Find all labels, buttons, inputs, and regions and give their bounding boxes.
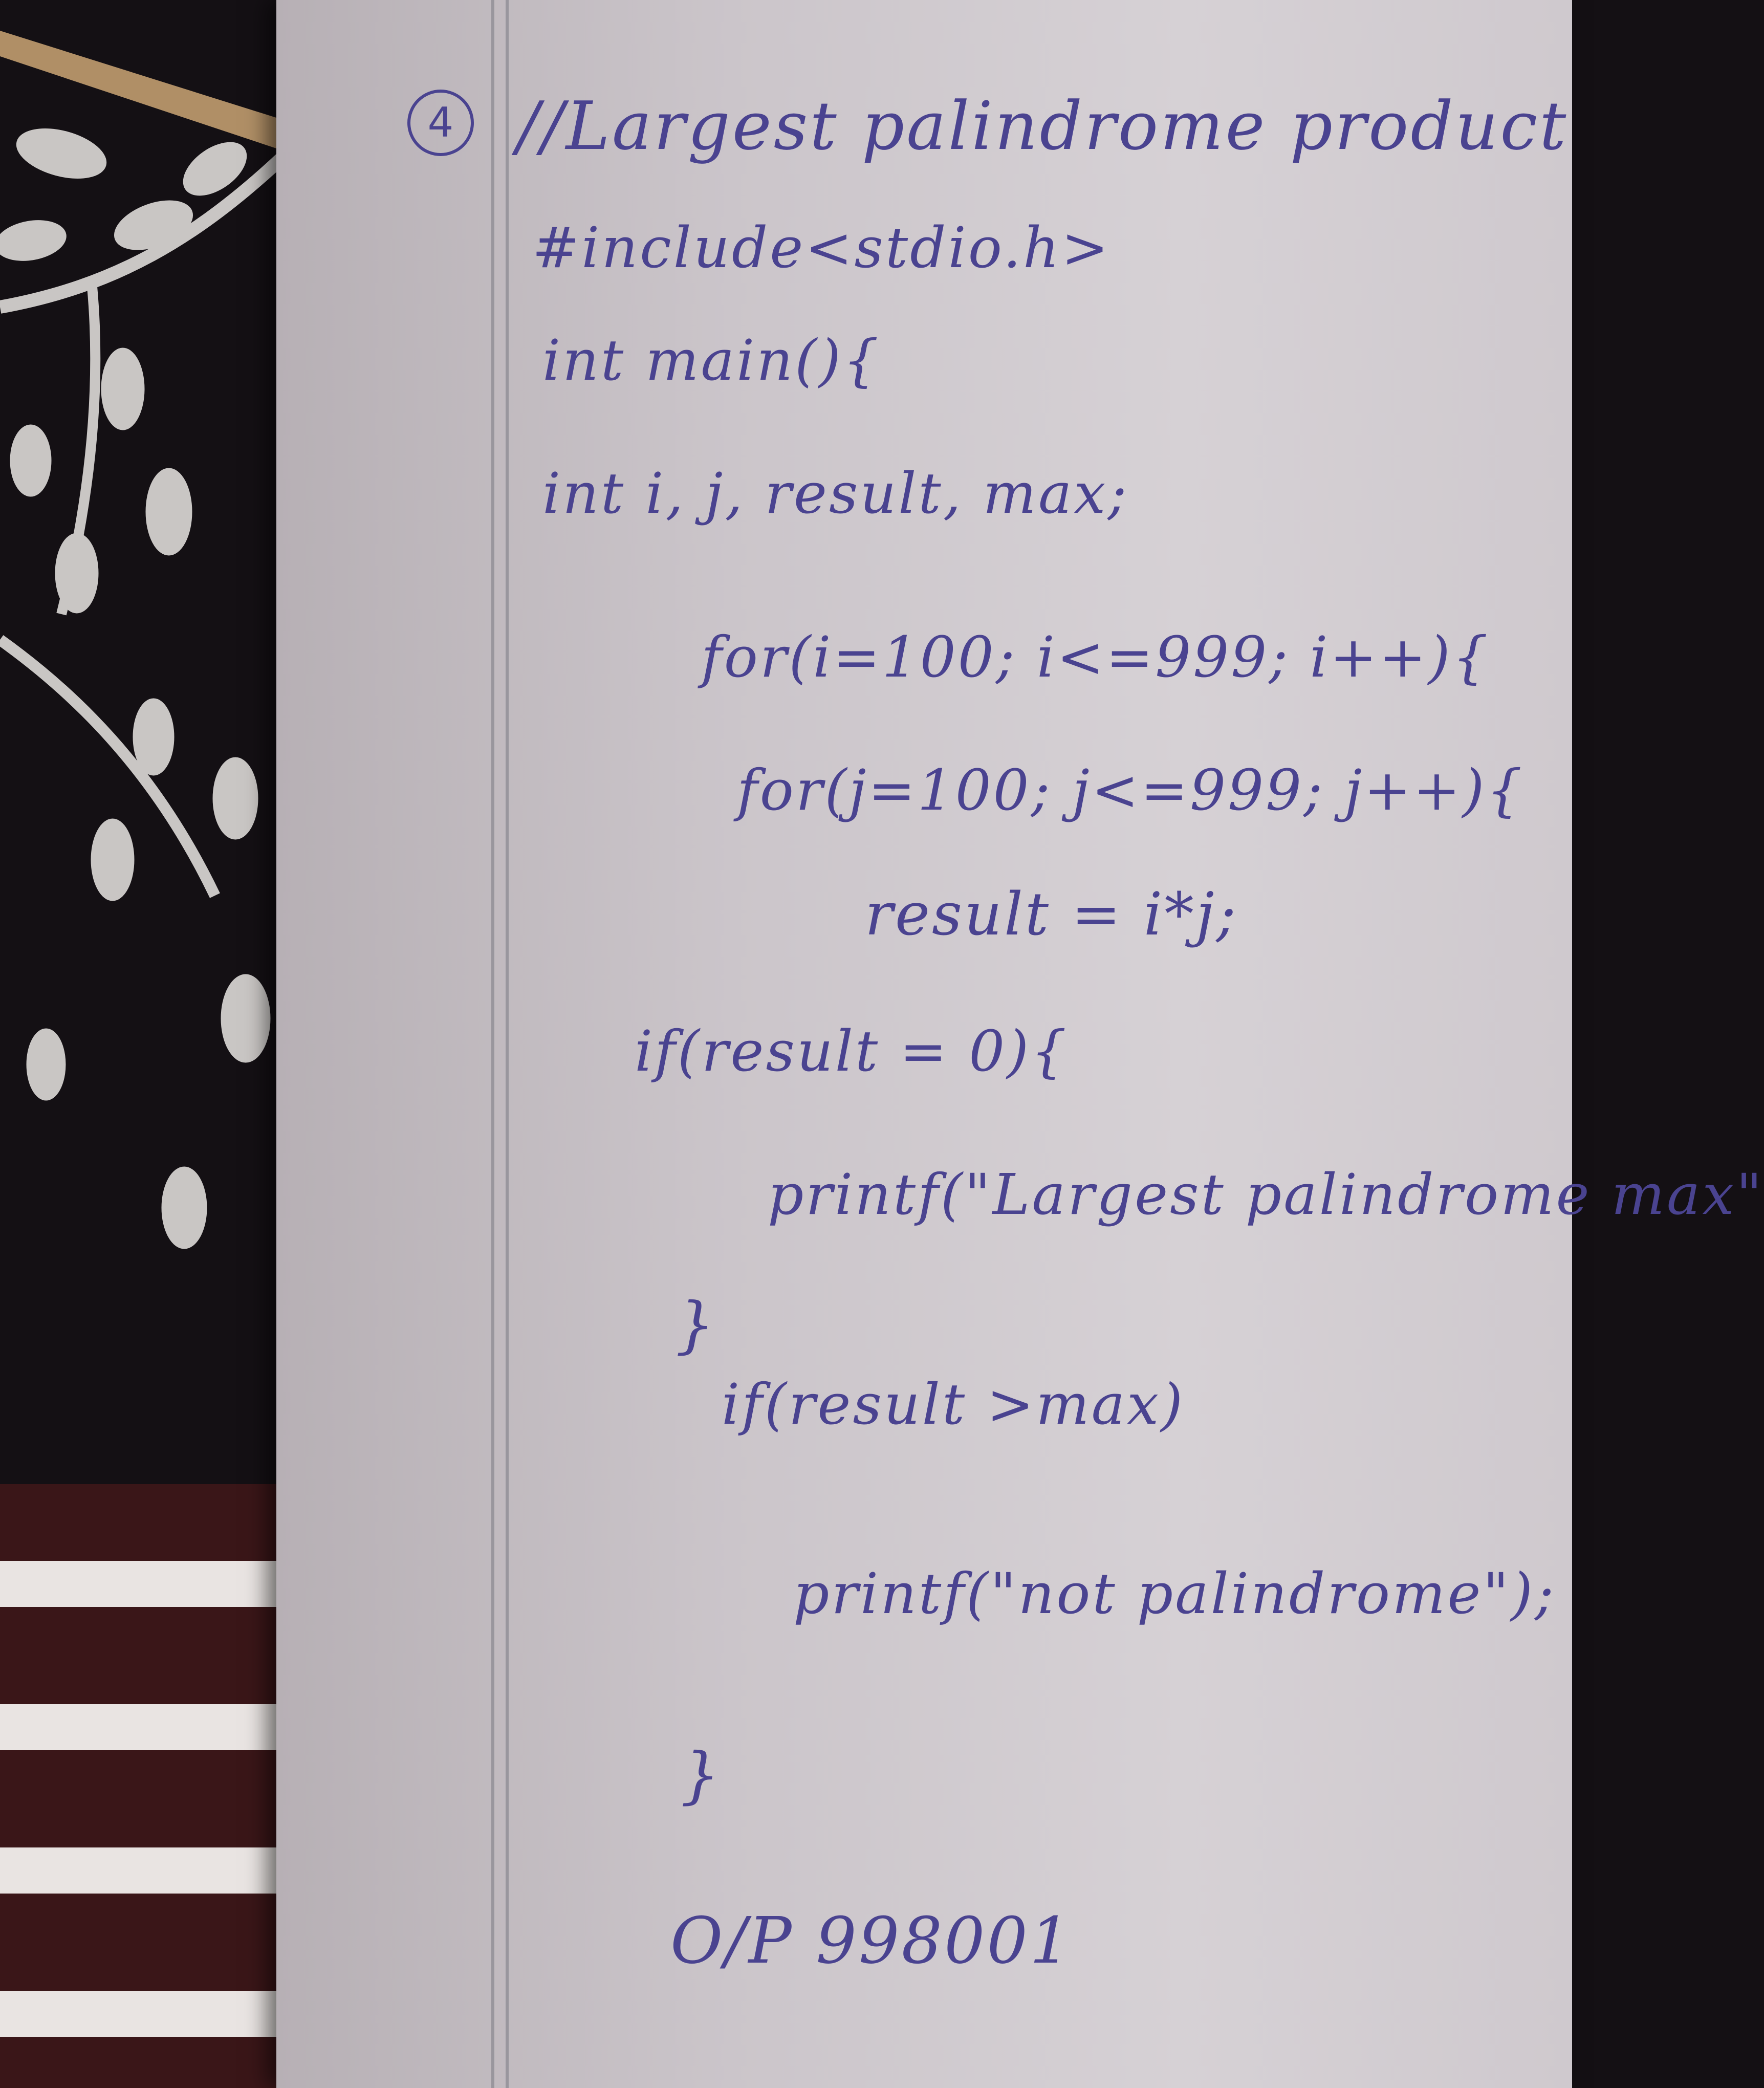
line-close-brace-2: } [681, 1740, 722, 1811]
line-main: int main(){ [542, 328, 881, 393]
line-printf-largest: printf("Largest palindrome max" [768, 1162, 1764, 1227]
line-printf-not: printf("not palindrome"); [793, 1561, 1556, 1626]
line-comment-title: //Largest palindrome product [517, 87, 1569, 165]
question-number-circle: 4 [407, 90, 474, 156]
notebook-page [276, 0, 1764, 2088]
line-declaration: int i, j, result, max; [542, 461, 1129, 526]
line-inner-for: for(j=100; j<=999; j++){ [737, 757, 1525, 823]
line-if-zero: if(result = 0){ [635, 1018, 1069, 1084]
line-result-assign: result = i*j; [865, 880, 1238, 949]
line-output: O/P 998001 [670, 1904, 1073, 1978]
line-outer-for: for(i=100; i<=999; i++){ [701, 624, 1490, 690]
line-close-brace: } [676, 1290, 717, 1361]
line-include: #include<stdio.h> [532, 215, 1111, 280]
margin-line [506, 0, 509, 2088]
line-if-max: if(result >max) [722, 1372, 1185, 1437]
margin-line [491, 0, 494, 2088]
